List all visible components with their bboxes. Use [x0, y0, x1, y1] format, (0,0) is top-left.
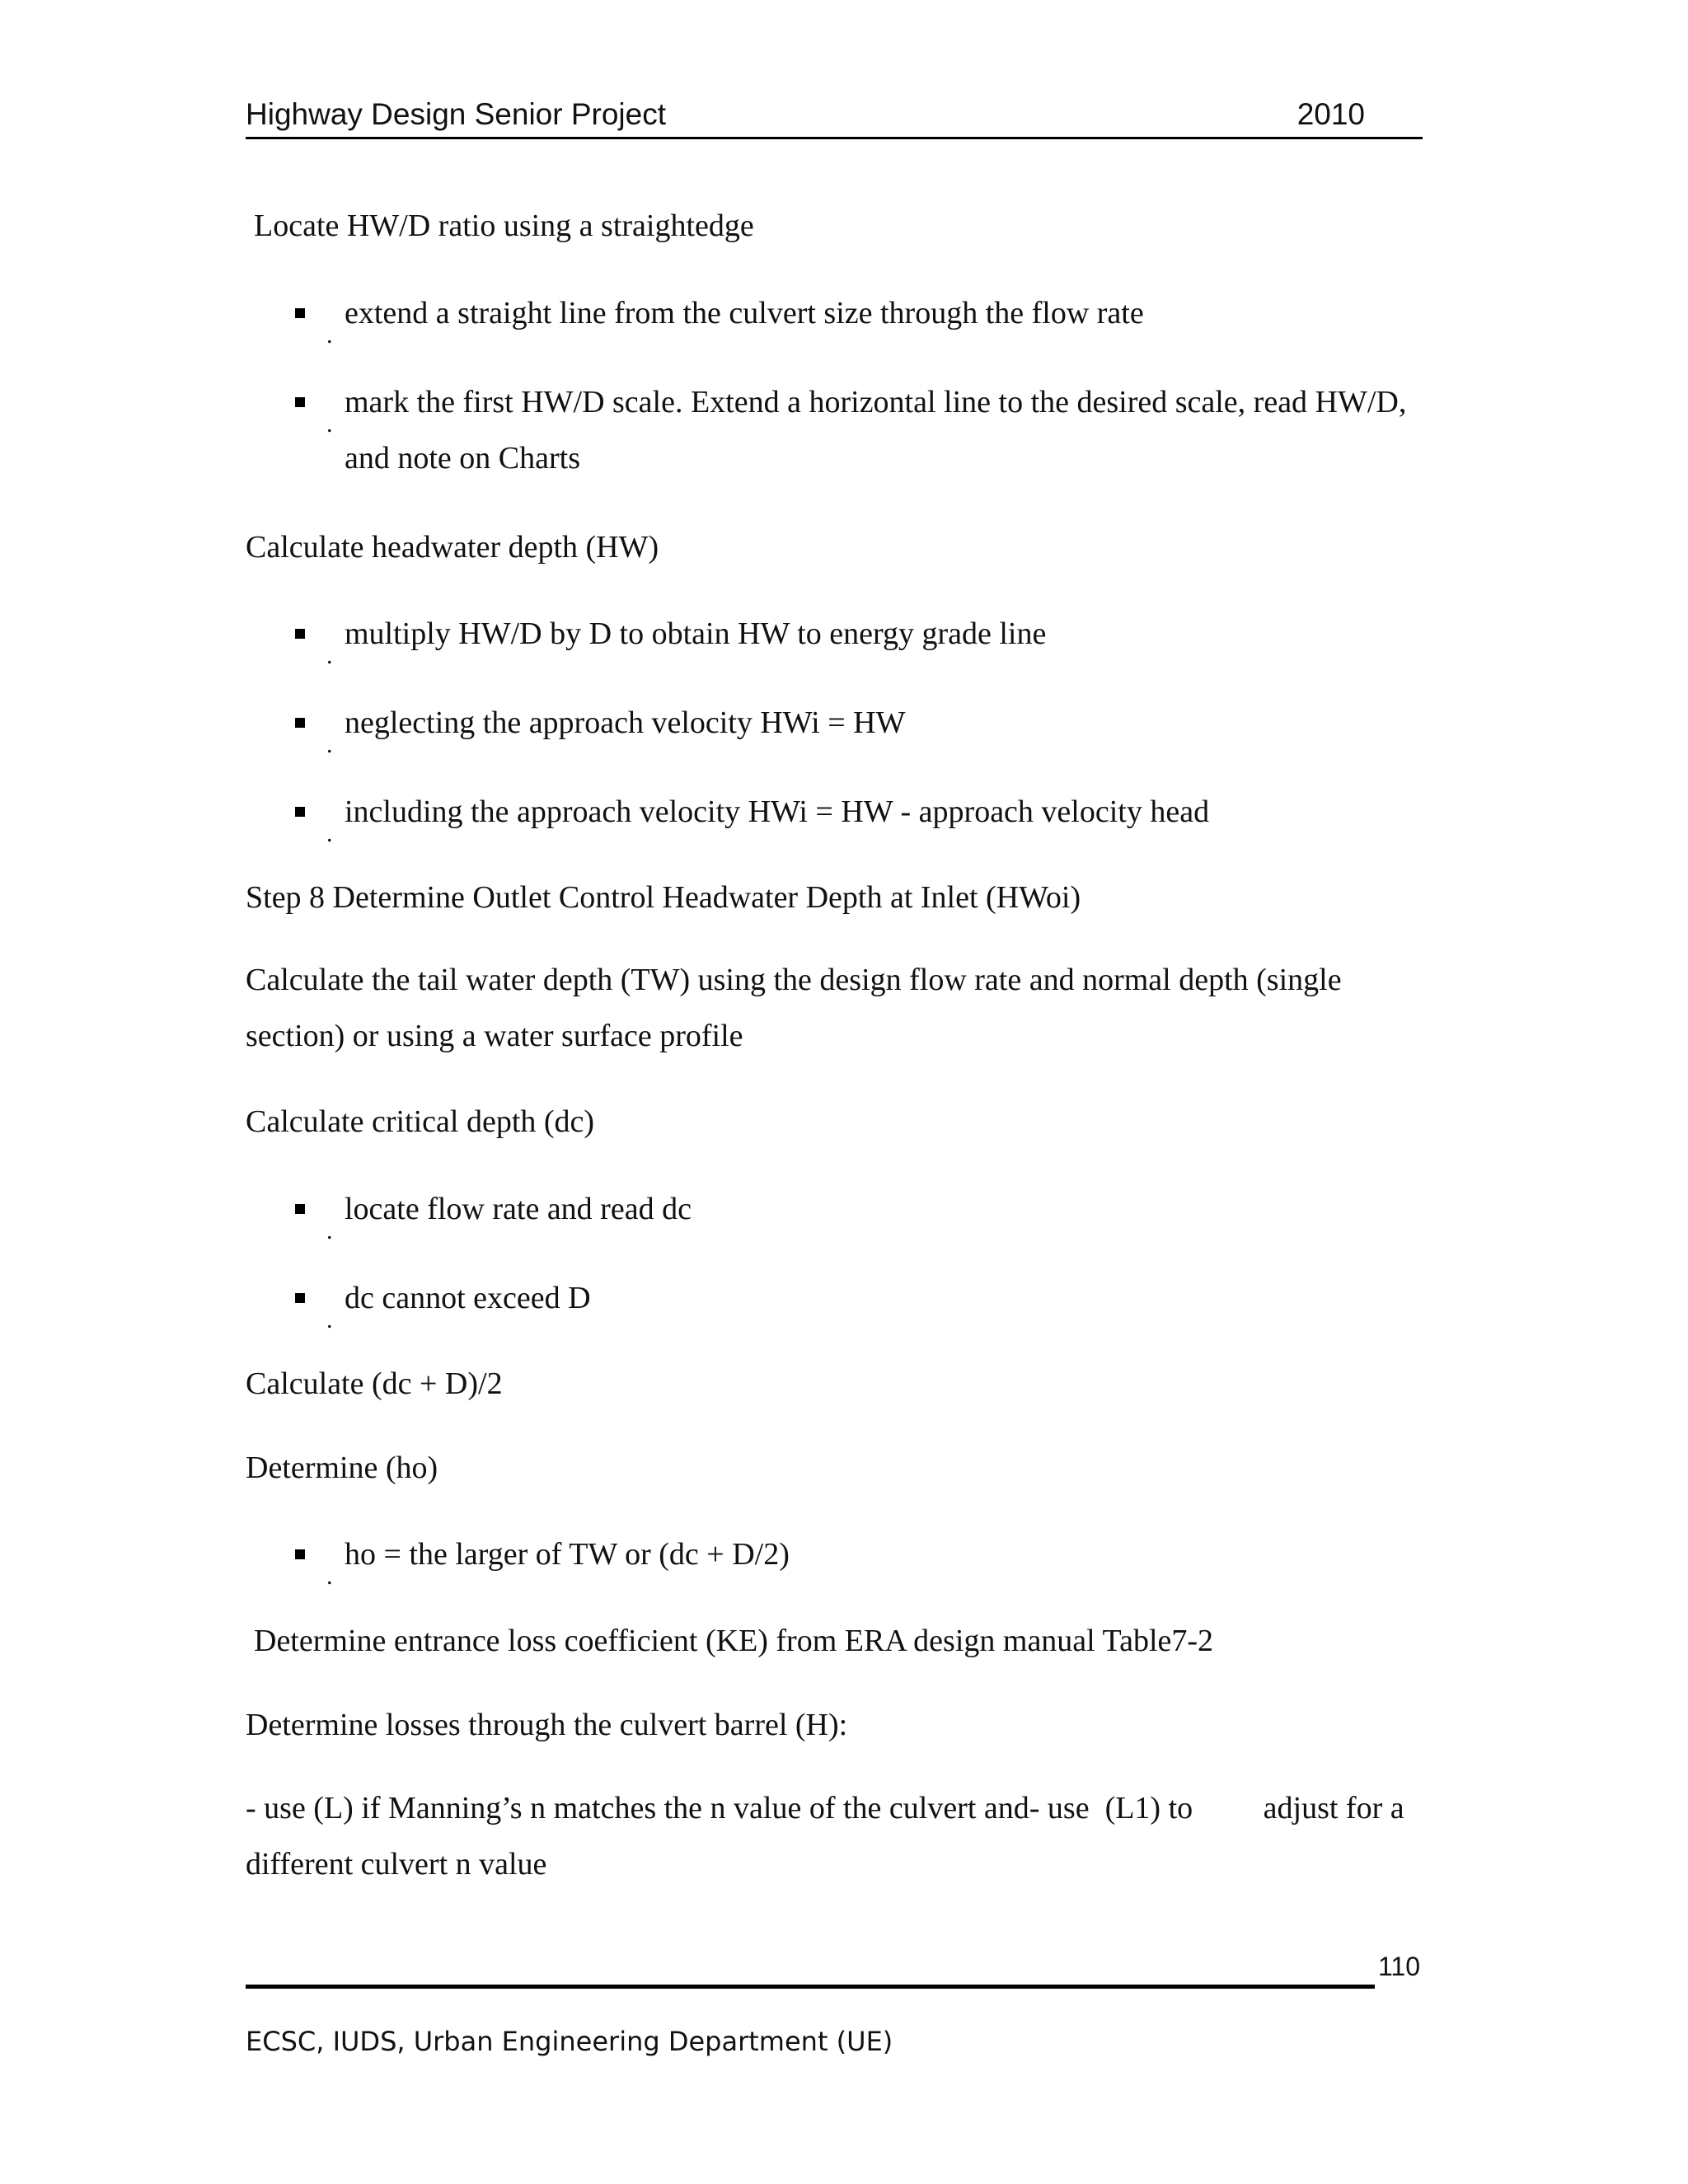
- footer-organization: ECSC, IUDS, Urban Engineering Department (UE): [246, 2026, 893, 2057]
- header-title: Highway Design Senior Project: [246, 97, 667, 131]
- paragraph-entrance-loss: Determine entrance loss coefficient (KE) from ERA design manual Table7-2: [254, 1624, 1214, 1658]
- dot-icon: .: [326, 731, 333, 758]
- list-item-text: extend a straight line from the culvert size through the flow rate: [345, 296, 1144, 330]
- dot-icon: .: [326, 1306, 333, 1333]
- footer-divider: [246, 1985, 1375, 1989]
- page-number: 110: [1378, 1952, 1421, 1981]
- dot-icon: .: [326, 1217, 333, 1244]
- square-bullet-icon: [295, 308, 305, 318]
- paragraph-tail-water: Calculate the tail water depth (TW) using the design flow rate and normal depth (single section) or using a water surface profile: [246, 963, 1342, 1053]
- list-item-text: neglecting the approach velocity HWi = HW: [345, 705, 906, 740]
- square-bullet-icon: [295, 1293, 305, 1303]
- paragraph-headwater: Calculate headwater depth (HW): [246, 530, 659, 565]
- header-year: 2010: [1296, 97, 1365, 131]
- square-bullet-icon: [295, 397, 305, 407]
- dot-icon: .: [326, 321, 333, 349]
- list-item-text: dc cannot exceed D: [345, 1281, 591, 1315]
- dot-icon: .: [326, 642, 333, 669]
- list-item-text: multiply HW/D by D to obtain HW to energy grade line: [345, 616, 1047, 651]
- square-bullet-icon: [295, 1204, 305, 1214]
- square-bullet-icon: [295, 807, 305, 817]
- paragraph-determine-ho: Determine (ho): [246, 1451, 438, 1485]
- dot-icon: .: [326, 410, 333, 438]
- square-bullet-icon: [295, 718, 305, 728]
- paragraph-barrel-losses: Determine losses through the culvert barrel (H):: [246, 1708, 848, 1742]
- square-bullet-icon: [295, 1549, 305, 1559]
- paragraph-mannings-n: - use (L) if Manning’s n matches the n value of the culvert and- use (L1) to adjust for a different culvert n value: [246, 1791, 1413, 1882]
- paragraph-step-8: Step 8 Determine Outlet Control Headwater Depth at Inlet (HWoi): [246, 880, 1081, 915]
- list-item-text: mark the first HW/D scale. Extend a horizontal line to the desired scale, read HW/D, and note on Charts: [345, 385, 1407, 476]
- square-bullet-icon: [295, 629, 305, 639]
- dot-icon: .: [326, 1563, 333, 1590]
- paragraph-critical-depth: Calculate critical depth (dc): [246, 1104, 595, 1139]
- list-item-text: locate flow rate and read dc: [345, 1192, 692, 1226]
- list-item-text: including the approach velocity HWi = HW - approach velocity head: [345, 794, 1210, 829]
- paragraph-dc-plus-d: Calculate (dc + D)/2: [246, 1366, 503, 1401]
- list-item-text: ho = the larger of TW or (dc + D/2): [345, 1537, 790, 1572]
- page-header: [246, 97, 1423, 139]
- paragraph-locate-ratio: Locate HW/D ratio using a straightedge: [254, 209, 754, 243]
- dot-icon: .: [326, 820, 333, 847]
